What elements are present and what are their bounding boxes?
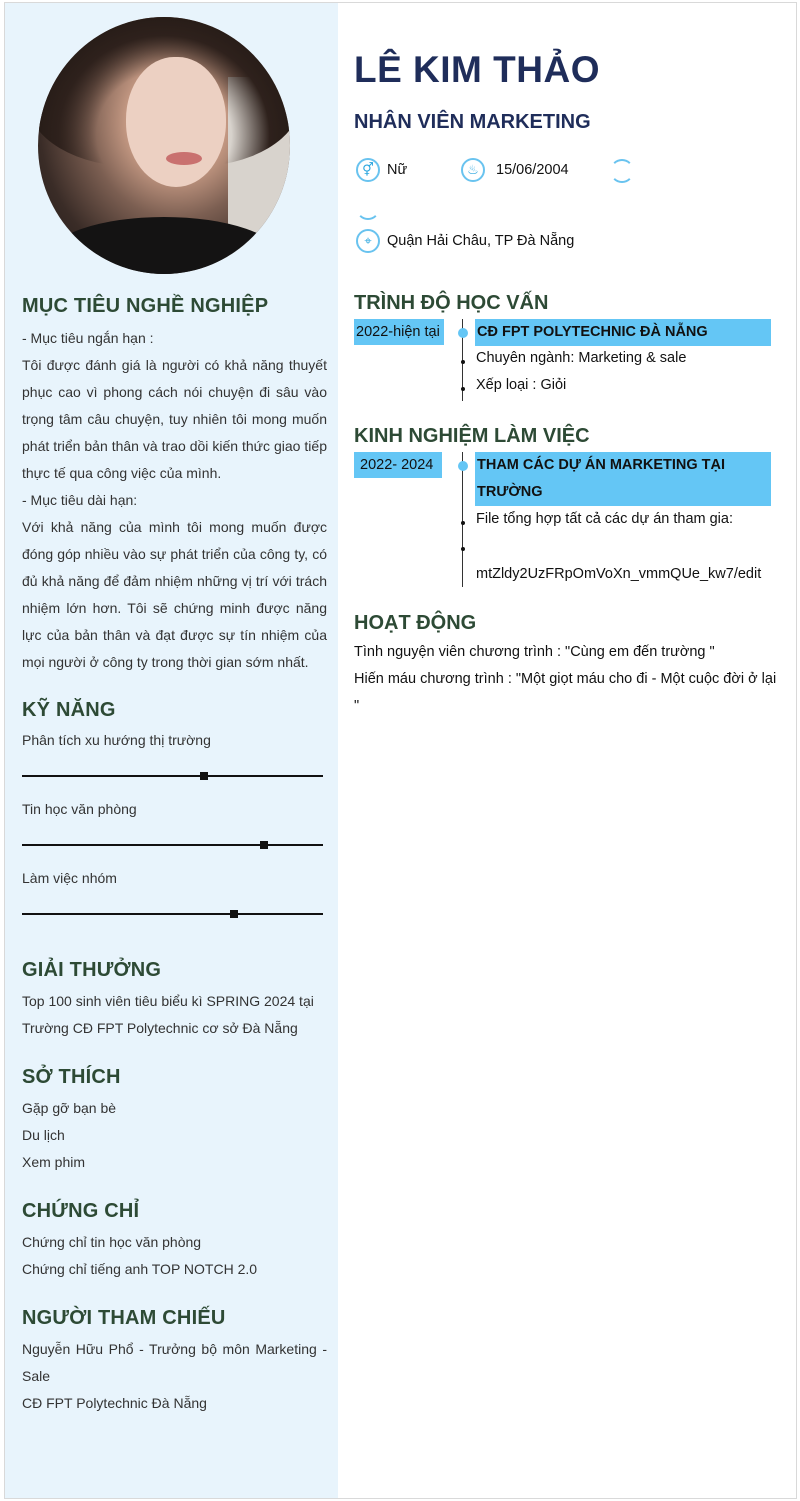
hobby-item: Gặp gỡ bạn bè bbox=[22, 1100, 117, 1116]
objective-heading: MỤC TIÊU NGHỀ NGHIỆP bbox=[22, 295, 269, 317]
birthday-cake-icon: ♨ bbox=[461, 158, 485, 182]
award-item: Top 100 sinh viên tiêu biểu kì SPRING 2024 tại Trường CĐ FPT Polytechnic cơ sở Đà Nẵng bbox=[22, 993, 314, 1036]
gender-info bbox=[356, 158, 407, 182]
skill-level-knob bbox=[200, 772, 208, 780]
cv-page bbox=[4, 2, 797, 1499]
address-value: Quận Hải Châu, TP Đà Nẵng bbox=[387, 233, 575, 249]
education-date: 2022-hiện tại bbox=[354, 319, 444, 345]
timeline-dot bbox=[458, 461, 468, 471]
experience-timeline bbox=[462, 452, 463, 587]
skills-heading: KỸ NĂNG bbox=[22, 699, 116, 721]
bullet-dot bbox=[461, 360, 465, 364]
gender-value: Nữ bbox=[387, 162, 408, 178]
experience-detail: File tổng hợp tất cả các dự án tham gia: bbox=[476, 511, 733, 527]
reference-line: Nguyễn Hữu Phổ - Trưởng bộ môn Marketing - Sale bbox=[22, 1341, 327, 1384]
education-grade: Xếp loại : Giỏi bbox=[476, 377, 567, 393]
gender-icon: ⚥ bbox=[356, 158, 380, 182]
references-text bbox=[22, 1336, 327, 1417]
skill-bar bbox=[22, 844, 323, 846]
activities-list bbox=[354, 639, 784, 720]
skill-level-knob bbox=[260, 841, 268, 849]
activities-heading: HOẠT ĐỘNG bbox=[354, 612, 477, 634]
experience-date: 2022- 2024 bbox=[354, 452, 442, 478]
birthday-value: 15/06/2004 bbox=[496, 162, 569, 178]
experience-heading: KINH NGHIỆM LÀM VIỆC bbox=[354, 425, 590, 447]
objective-long-label: - Mục tiêu dài hạn: bbox=[22, 492, 138, 508]
address-info bbox=[356, 229, 574, 253]
bullet-dot bbox=[461, 521, 465, 525]
awards-heading: GIẢI THƯỞNG bbox=[22, 959, 162, 981]
skill-label: Làm việc nhóm bbox=[22, 870, 117, 886]
education-major: Chuyên ngành: Marketing & sale bbox=[476, 350, 687, 366]
reference-line: CĐ FPT Polytechnic Đà Nẵng bbox=[22, 1395, 207, 1411]
objective-short-text: Tôi được đánh giá là người có khả năng thuyết phục cao vì phong cách nói chuyện đi sâu vào trọng tâm câu chuyện, tuy nhiên tôi mong muốn phát triển bản thân và trao dồi kiến thức giao tiếp thực tế qua công việc của mình. bbox=[22, 357, 327, 481]
experience-link[interactable]: mtZldy2UzFRpOmVoXn_vmmQUe_kw7/edit bbox=[476, 566, 762, 582]
phone-icon bbox=[610, 159, 634, 183]
references-heading: NGƯỜI THAM CHIẾU bbox=[22, 1307, 226, 1329]
certificate-item: Chứng chỉ tin học văn phòng bbox=[22, 1234, 202, 1250]
email-icon bbox=[356, 196, 380, 220]
certificates-list bbox=[22, 1229, 327, 1283]
certificate-item: Chứng chỉ tiếng anh TOP NOTCH 2.0 bbox=[22, 1261, 258, 1277]
education-heading: TRÌNH ĐỘ HỌC VẤN bbox=[354, 292, 549, 314]
hobbies-heading: SỞ THÍCH bbox=[22, 1066, 121, 1088]
experience-title bbox=[475, 452, 771, 506]
objective-long-text: Với khả năng của mình tôi mong muốn được đóng góp nhiều vào sự phát triển của công ty, có đủ khả năng để đảm nhiệm những vị trí với trách nhiệm lớn hơn. Tôi sẽ chứng minh được năng lực của bản thân và đạt được sự tín nhiệm của mọi người ở công ty trong thời gian sớm nhất. bbox=[22, 519, 327, 670]
skill-label: Phân tích xu hướng thị trường bbox=[22, 732, 211, 748]
hobby-item: Xem phim bbox=[22, 1154, 86, 1170]
sidebar bbox=[5, 3, 338, 1498]
skill-level-knob bbox=[230, 910, 238, 918]
experience-title-line: THAM CÁC DỰ ÁN MARKETING TẠI bbox=[477, 457, 726, 473]
bullet-dot bbox=[461, 387, 465, 391]
candidate-role: NHÂN VIÊN MARKETING bbox=[354, 111, 591, 133]
timeline-dot bbox=[458, 328, 468, 338]
hobbies-list bbox=[22, 1095, 327, 1176]
education-school: CĐ FPT POLYTECHNIC ĐÀ NẴNG bbox=[475, 319, 771, 346]
skill-bar bbox=[22, 913, 323, 915]
avatar bbox=[38, 17, 290, 274]
birthday-info bbox=[461, 158, 569, 182]
experience-title-line: TRƯỜNG bbox=[477, 484, 543, 500]
certificates-heading: CHỨNG CHỈ bbox=[22, 1200, 140, 1222]
bullet-dot bbox=[461, 547, 465, 551]
activity-item: Tình nguyện viên chương trình : "Cùng em đến trường " bbox=[354, 644, 715, 660]
activity-item: Hiến máu chương trình : "Một giọt máu cho đi - Một cuộc đời ở lại " bbox=[354, 671, 777, 714]
objective-short-label: - Mục tiêu ngắn hạn : bbox=[22, 330, 154, 346]
skill-bar bbox=[22, 775, 323, 777]
objective-text bbox=[22, 325, 327, 676]
hobby-item: Du lịch bbox=[22, 1127, 65, 1143]
skill-label: Tin học văn phòng bbox=[22, 801, 137, 817]
location-icon: ⌖ bbox=[356, 229, 380, 253]
awards-text bbox=[22, 988, 327, 1042]
candidate-name: LÊ KIM THẢO bbox=[354, 49, 600, 90]
